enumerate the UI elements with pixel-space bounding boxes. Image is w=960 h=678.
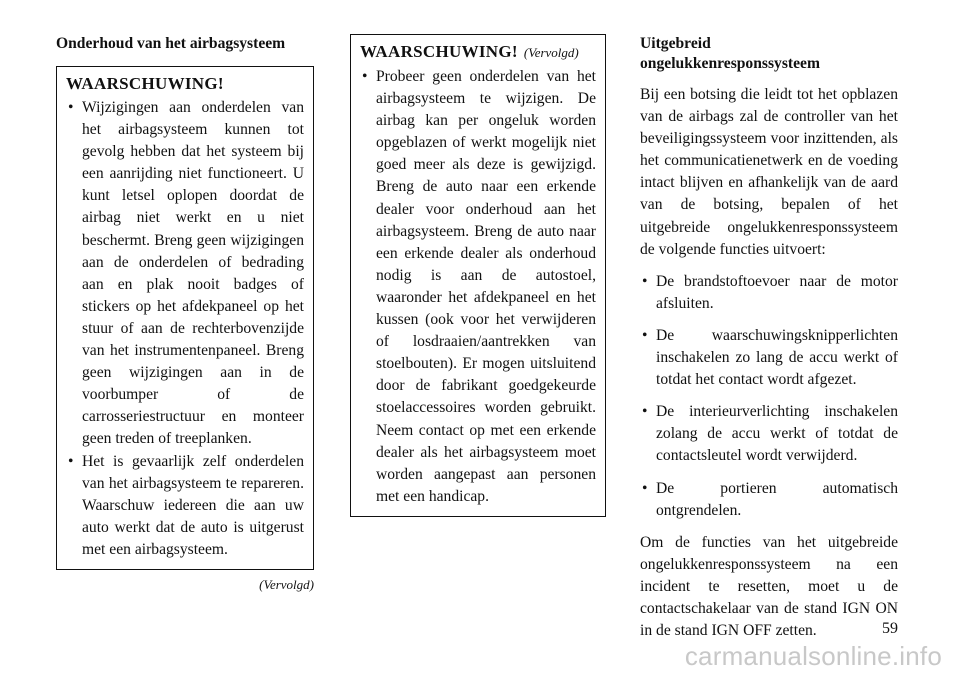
bullet-icon: • — [362, 68, 368, 85]
bullet-icon: • — [642, 479, 648, 497]
section-heading-line: Uitgebreid — [640, 35, 711, 52]
intro-paragraph: Bij een botsing die leidt tot het opblazen van de airbags zal de controller van het beveiligingssysteem voor inzittenden, als het communicatienetwerk en de voeding intact blijven en afhankelijk van de aard van de botsing, bepalen of het uitgebreide ongelukkenresponssysteem de volgende functies uitvoert: — [640, 86, 898, 258]
left-column — [56, 34, 314, 596]
warning-title: WAARSCHUWING! — [66, 74, 224, 93]
bullet-icon: • — [68, 99, 74, 116]
function-list — [640, 271, 898, 522]
warning-box — [56, 66, 314, 570]
watermark: carmanualsonline.info — [684, 641, 942, 671]
list-item — [360, 66, 596, 508]
list-item-text: De brandstoftoevoer naar de motor afsluiten. — [656, 272, 898, 312]
list-item — [640, 478, 898, 522]
warning-title-text: WAARSCHUWING! — [360, 42, 518, 61]
continued-note: (Vervolgd) — [259, 576, 314, 592]
bullet-icon: • — [68, 452, 74, 470]
warning-list — [66, 97, 304, 561]
bullet-icon: • — [642, 403, 648, 421]
section-heading-line: ongelukkenresponssysteem — [640, 55, 820, 72]
bullet-icon: • — [642, 326, 648, 344]
right-column — [640, 34, 898, 642]
warning-list — [360, 66, 596, 508]
list-item-text: De waarschuwingsknipperlichten inschakelen zo lang de accu werkt of totdat het contact wordt afgezet. — [656, 326, 898, 389]
list-item — [66, 451, 304, 561]
continued-label: (Vervolgd) — [523, 45, 579, 60]
section-heading-crash-response — [640, 34, 898, 74]
list-item — [640, 271, 898, 315]
list-item — [640, 401, 898, 467]
warning-title — [360, 41, 596, 64]
bullet-icon: • — [642, 272, 648, 290]
warning-box-continued — [350, 34, 606, 517]
middle-column — [350, 34, 606, 517]
outro-paragraph: Om de functies van het uitgebreide ongelukkenresponssysteem na een incident te resetten, moet u de contactschakelaar van de stand IGN ON in de stand IGN OFF zetten. — [640, 533, 898, 640]
list-item — [66, 97, 304, 451]
section-heading-airbag-maintenance: Onderhoud van het airbagsysteem — [56, 35, 286, 52]
list-item — [640, 325, 898, 391]
list-item-text: De portieren automatisch ontgrendelen. — [656, 479, 898, 519]
list-item-text: Wijzigingen aan onderdelen van het airbagsysteem kunnen tot gevolg hebben dat het systeem bij een aanrijding niet functioneert. U kunt letsel oplopen doordat de airbag niet werkt en u niet beschermt. Breng geen wijzigingen aan de onderdelen of bedrading aan en plak nooit badges of stickers op het afdekpaneel op het stuur of aan de rechterbovenzijde van het instrumentenpaneel. Breng geen wijzigingen aan in de voorbumper of de carrosseriestructuur en monteer geen treden of treeplanken. — [82, 99, 304, 448]
list-item-text: Probeer geen onderdelen van het airbagsysteem te wijzigen. De airbag kan per ongeluk worden opgeblazen of werkt mogelijk niet goed meer als deze is gewijzigd. Breng de auto naar een erkende dealer voor onderhoud aan het airbagsysteem. Breng de auto naar een erkende dealer als onderhoud nodig is aan de autostoel, waaronder het afdekpaneel en het kussen (ook voor het verwijderen of losdraaien/aantrekken van stoelbouten). Er mogen uitsluitend door de fabrikant goedgekeurde stoelaccessoires worden gebruikt. Neem contact op met een erkende dealer als het airbagsysteem moet worden aangepast aan personen met een handicap. — [376, 68, 596, 505]
page-number: 59 — [882, 620, 898, 637]
list-item-text: De interieurverlichting inschakelen zolang de accu werkt of totdat de contactsleutel wordt verwijderd. — [656, 403, 898, 465]
list-item-text: Het is gevaarlijk zelf onderdelen van het airbagsysteem te repareren. Waarschuw iedereen die aan uw auto werkt dat de auto is uitgerust met een airbagsysteem. — [82, 452, 304, 558]
